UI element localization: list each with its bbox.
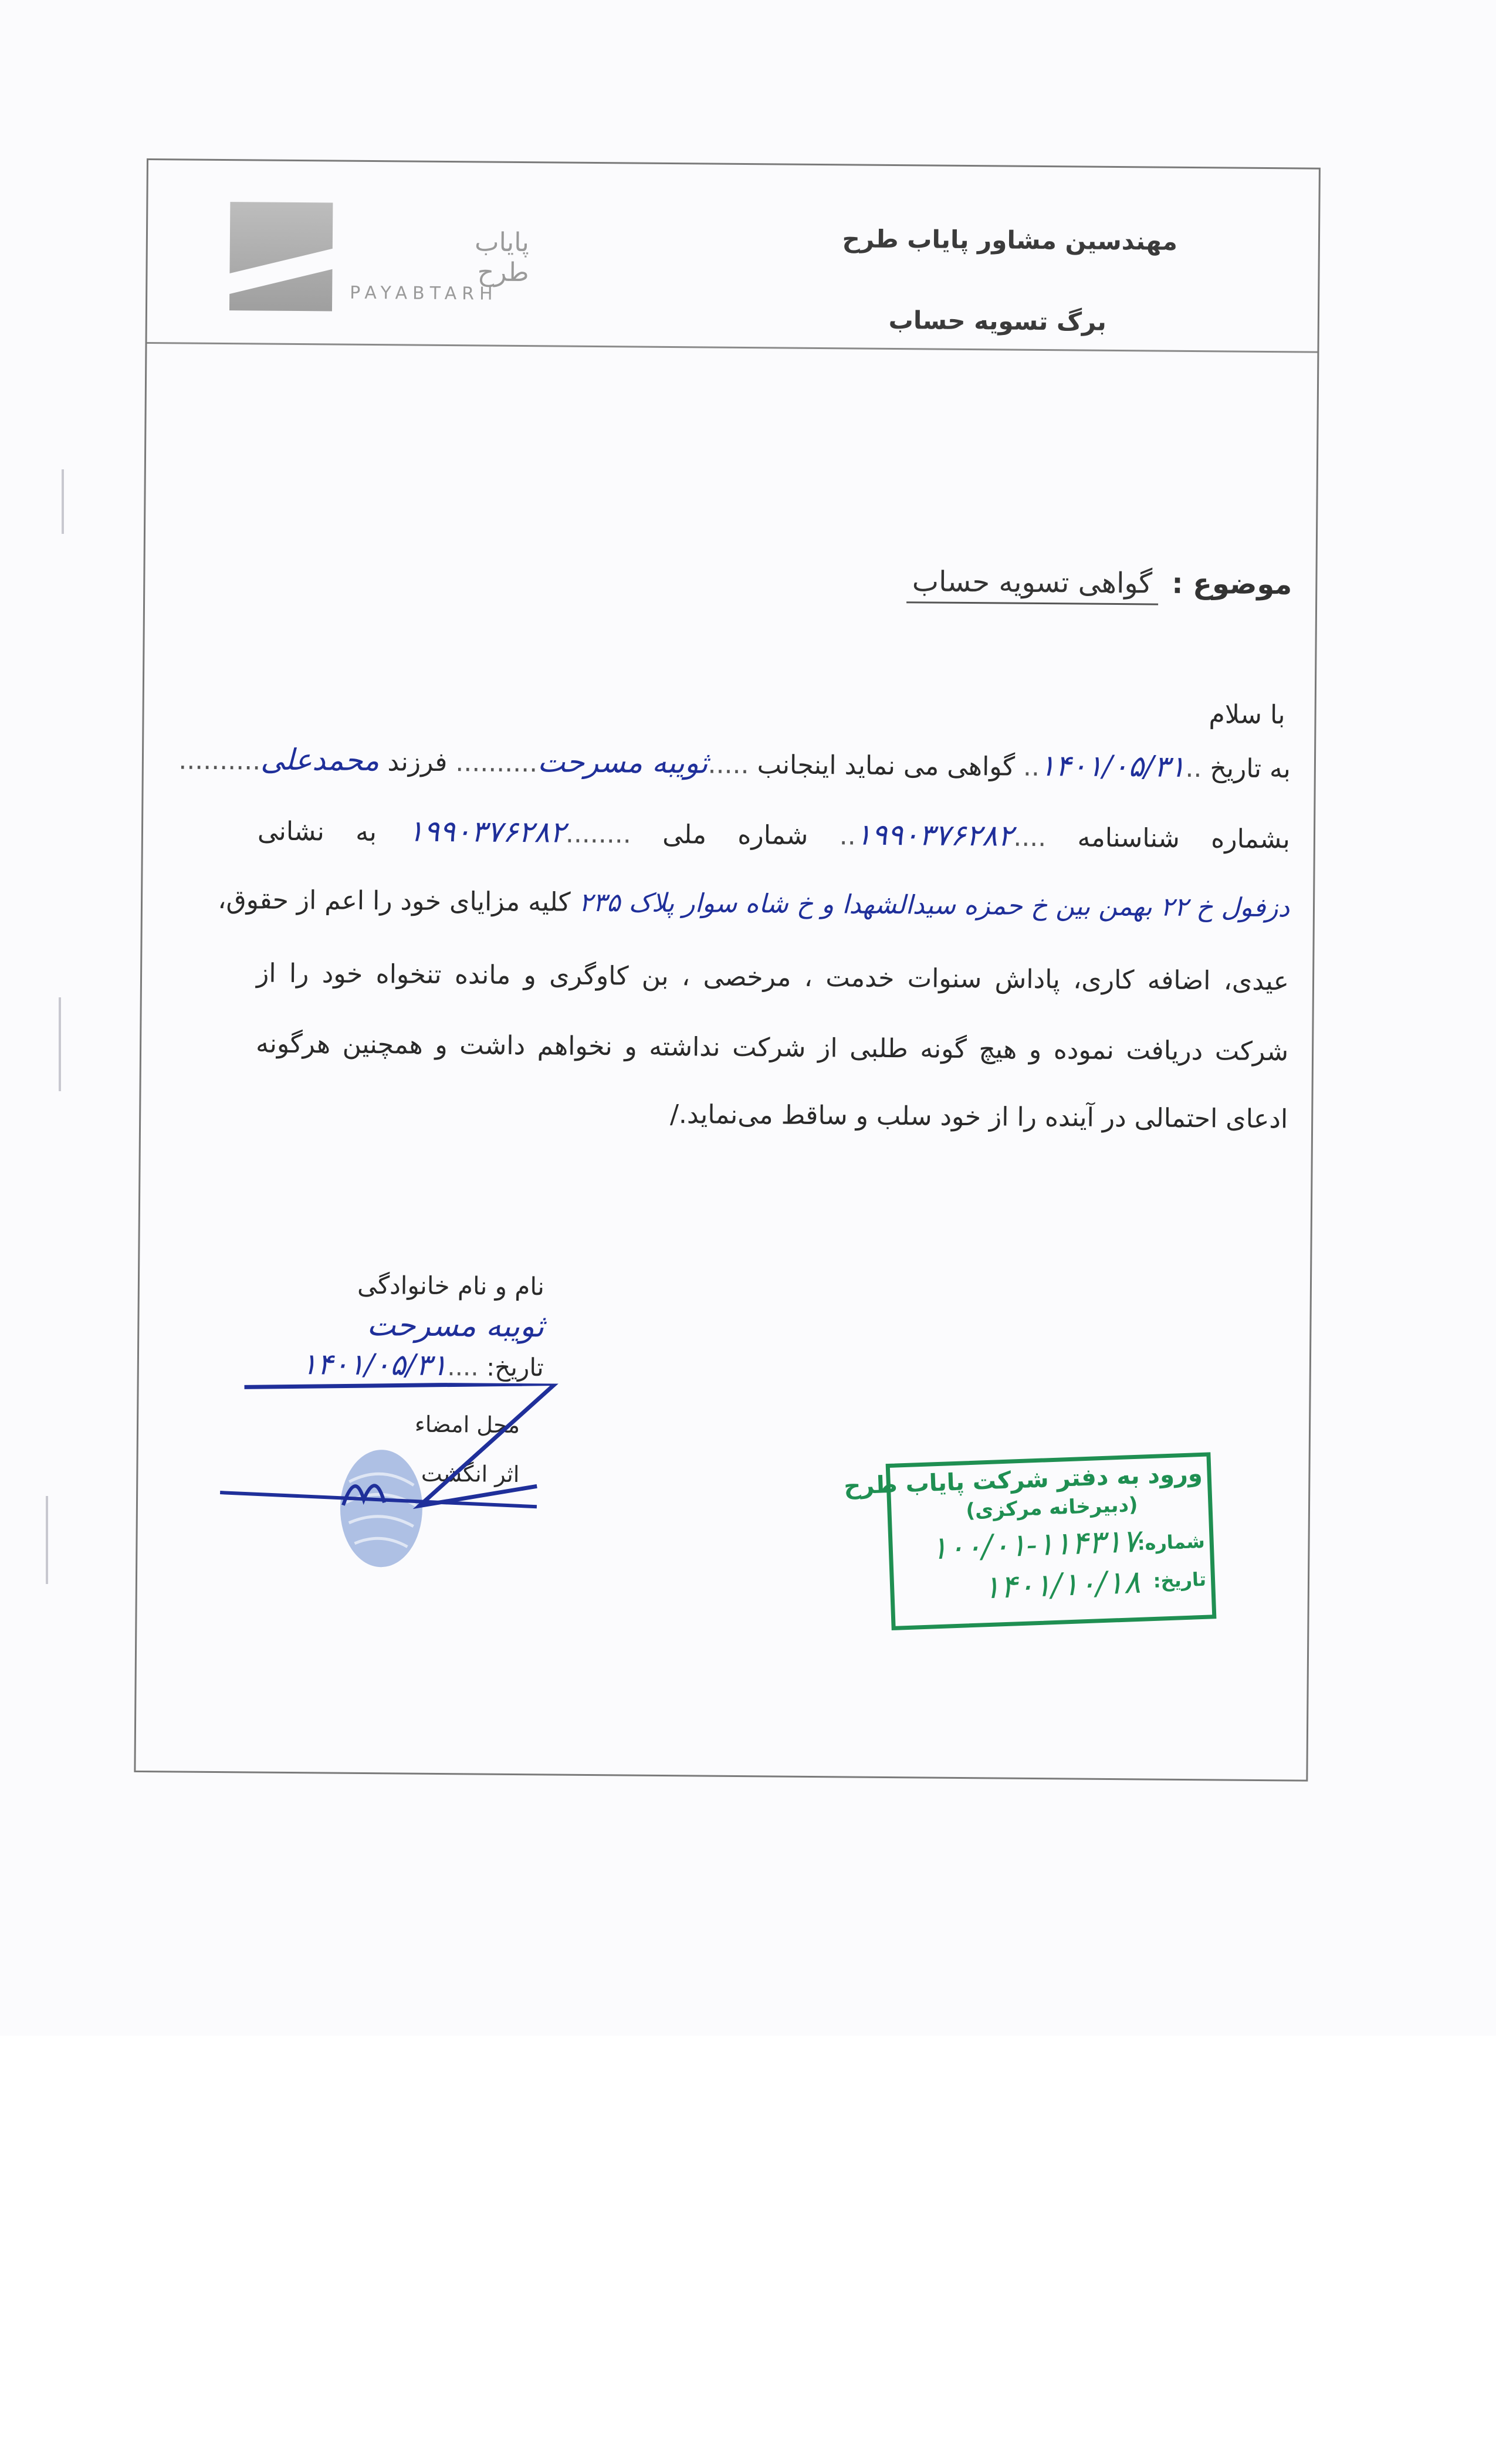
stamp-number-label: شماره: [1137, 1529, 1206, 1555]
handwritten-address: دزفول خ ۲۲ بهمن بین خ حمزه سیدالشهدا و خ شاه سوار پلاک ۲۳۵ [578, 887, 1290, 923]
registration-stamp [843, 1452, 1217, 1630]
subject-label: موضوع : [1172, 567, 1292, 601]
company-logo [229, 202, 333, 311]
header-divider [147, 342, 1318, 353]
signature-place-label: محل امضاء [414, 1411, 520, 1439]
handwritten-id-number: ۱۹۹۰۳۷۶۲۸۲ [855, 817, 1014, 853]
fingerprint-mark [340, 1450, 423, 1568]
scan-edge-mark [62, 469, 64, 534]
text: به تاریخ [1210, 753, 1291, 784]
handwritten-national-code: ۱۹۹۰۳۷۶۲۸۲ [408, 814, 566, 849]
handwritten-date: ۱۴۰۱/۰۵/۳۱ [1039, 748, 1186, 784]
stamp-subtitle: (دبیرخانه مرکزی) [965, 1492, 1139, 1523]
name-label: نام و نام خانوادگی [357, 1270, 545, 1301]
stamp-title: ورود به دفتر شرکت پایاب طرح [843, 1460, 1203, 1500]
handwritten-name: ثویبه مسرحت [537, 744, 708, 780]
body-line-6: ادعای احتمالی در آینده را از خود سلب و ساقط می‌نماید./ [669, 1099, 1288, 1135]
greeting: با سلام [1209, 699, 1285, 730]
body-line-5: شرکت دریافت نموده و هیچ گونه طلبی از شرکت نداشته و نخواهم داشت و همچنین هرگونه [255, 1028, 1289, 1067]
subject-value: گواهی تسویه حساب [906, 565, 1159, 605]
stamp-number-value: ۱۰۰/۰۱-۱۱۴۳۱۷ [930, 1522, 1140, 1567]
body-line-4: عیدی، اضافه کاری، پاداش سنوات خدمت ، مرخصی ، بن کاوگری و مانده تنخواه خود را از [256, 958, 1289, 997]
text: فرزند [387, 747, 448, 778]
scan-edge-mark [46, 1496, 48, 1584]
body-line-3 [218, 883, 1290, 926]
logo-text-en: PAYABTARH [350, 282, 498, 304]
form-title: برگ تسویه حساب [888, 305, 1107, 336]
text: گواهی می نماید اینجانب [757, 750, 1016, 782]
subject-line [906, 565, 1292, 606]
stamp-date-value: ۱۴۰۱/۱۰/۱۸ [982, 1563, 1142, 1606]
text: شماره ملی [662, 819, 808, 851]
fingerprint-label: اثر انگشت [421, 1460, 520, 1488]
text: به نشانی [257, 816, 377, 848]
scan-edge-mark [59, 997, 61, 1091]
signature-and-fingerprint [208, 1381, 573, 1583]
logo-text-fa: پایاب طرح [474, 227, 530, 288]
stamp-date-label: تاریخ: [1153, 1568, 1207, 1592]
text: بشماره شناسنامه [1077, 823, 1291, 855]
handwritten-father-name: محمدعلی [260, 742, 380, 778]
company-name: مهندسین مشاور پایاب طرح [842, 224, 1178, 256]
date-row: تاریخ: ....۱۴۰۱/۰۵/۳۱ [301, 1347, 544, 1383]
body-line-2: بشماره شناسنامه ....۱۹۹۰۳۷۶۲۸۲.. شماره ملی ........۱۹۹۰۳۷۶۲۸۲ به نشانی [257, 814, 1291, 855]
date-label: تاریخ: [486, 1352, 544, 1382]
handwritten-signature-date: ۱۴۰۱/۰۵/۳۱ [301, 1347, 448, 1383]
body-line-1: به تاریخ ..۱۴۰۱/۰۵/۳۱.. گواهی می نماید اینجانب .....ثویبه مسرحت.......... فرزند محمدعلی.......... [178, 742, 1291, 784]
document-frame [134, 158, 1321, 1782]
handwritten-signer-name: ثویبه مسرحت [367, 1308, 544, 1345]
text: کلیه مزایای خود را اعم از حقوق، [218, 884, 571, 918]
